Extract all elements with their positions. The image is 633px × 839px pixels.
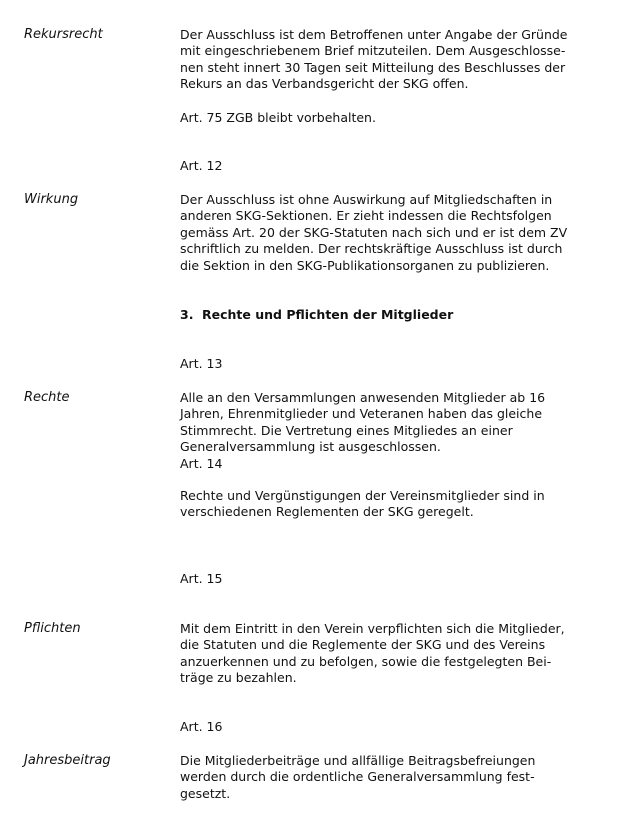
article-label-12: Art. 12 <box>180 158 223 173</box>
text-line: Jahren, Ehrenmitglieder und Veteranen haben das gleiche <box>180 406 543 422</box>
article-label-13: Art. 13 <box>180 356 223 371</box>
text-line: Rechte und Vergünstigungen der Vereinsmitglieder sind in <box>180 488 545 503</box>
text-line: träge zu bezahlen. <box>180 670 297 686</box>
text-line: verschiedenen Reglementen der SKG geregelt. <box>180 504 474 520</box>
text-line: die Sektion in den SKG-Publikationsorganen zu publizieren. <box>180 257 550 273</box>
text-line: die Statuten und die Reglemente der SKG und des Vereins <box>180 637 546 653</box>
paragraph-wirkung <box>180 192 580 274</box>
margin-label-pflichten: Pflichten <box>24 621 81 636</box>
paragraph-jahresbeitrag <box>180 753 580 802</box>
margin-label-jahresbeitrag: Jahresbeitrag <box>24 753 111 768</box>
margin-label-rechte: Rechte <box>24 390 70 405</box>
text-line: gemäss Art. 20 der SKG-Statuten nach sich und er ist dem ZV <box>180 224 568 240</box>
text-line: Der Ausschluss ist dem Betroffenen unter Angabe der Gründe <box>180 27 568 42</box>
text-line: Die Mitgliederbeiträge und allfällige Beitragsbefreiungen <box>180 753 536 768</box>
text-line: Generalversammlung ist ausgeschlossen. <box>180 439 441 455</box>
section-heading <box>180 307 453 323</box>
section-title: Rechte und Pflichten der Mitglieder <box>202 307 454 322</box>
text-line: nen steht innert 30 Tagen seit Mitteilung des Beschlusses der <box>180 59 566 75</box>
paragraph-pflichten <box>180 621 580 687</box>
text-line: Mit dem Eintritt in den Verein verpflichten sich die Mitglieder, <box>180 621 565 636</box>
article-label-14: Art. 14 <box>180 456 223 471</box>
text-line: Stimmrecht. Die Vertretung eines Mitgliedes an einer <box>180 422 513 438</box>
article-label-16: Art. 16 <box>180 719 223 734</box>
section-number: 3. <box>180 307 194 322</box>
margin-label-wirkung: Wirkung <box>24 192 79 207</box>
text-line: mit eingeschriebenem Brief mitzuteilen. Dem Ausgeschlosse- <box>180 43 566 59</box>
margin-label-rekursrecht: Rekursrecht <box>24 27 103 42</box>
text-line: Alle an den Versammlungen anwesenden Mitglieder ab 16 <box>180 390 546 405</box>
paragraph-rechte <box>180 390 580 456</box>
text-line: anzuerkennen und zu befolgen, sowie die festgelegten Bei- <box>180 653 552 669</box>
paragraph-rekursrecht <box>180 27 580 93</box>
text-line: werden durch die ordentliche Generalversammlung fest- <box>180 769 535 785</box>
paragraph-verguenstigungen <box>180 488 580 521</box>
text-line: gesetzt. <box>180 785 231 801</box>
text-line: anderen SKG-Sektionen. Er zieht indessen die Rechtsfolgen <box>180 208 552 224</box>
paragraph-zgb-note: Art. 75 ZGB bleibt vorbehalten. <box>180 110 376 125</box>
text-line: Der Ausschluss ist ohne Auswirkung auf Mitgliedschaften in <box>180 192 553 207</box>
text-line: schriftlich zu melden. Der rechtskräftige Ausschluss ist durch <box>180 241 563 257</box>
article-label-15: Art. 15 <box>180 571 223 586</box>
text-line: Rekurs an das Verbandsgericht der SKG offen. <box>180 76 469 92</box>
